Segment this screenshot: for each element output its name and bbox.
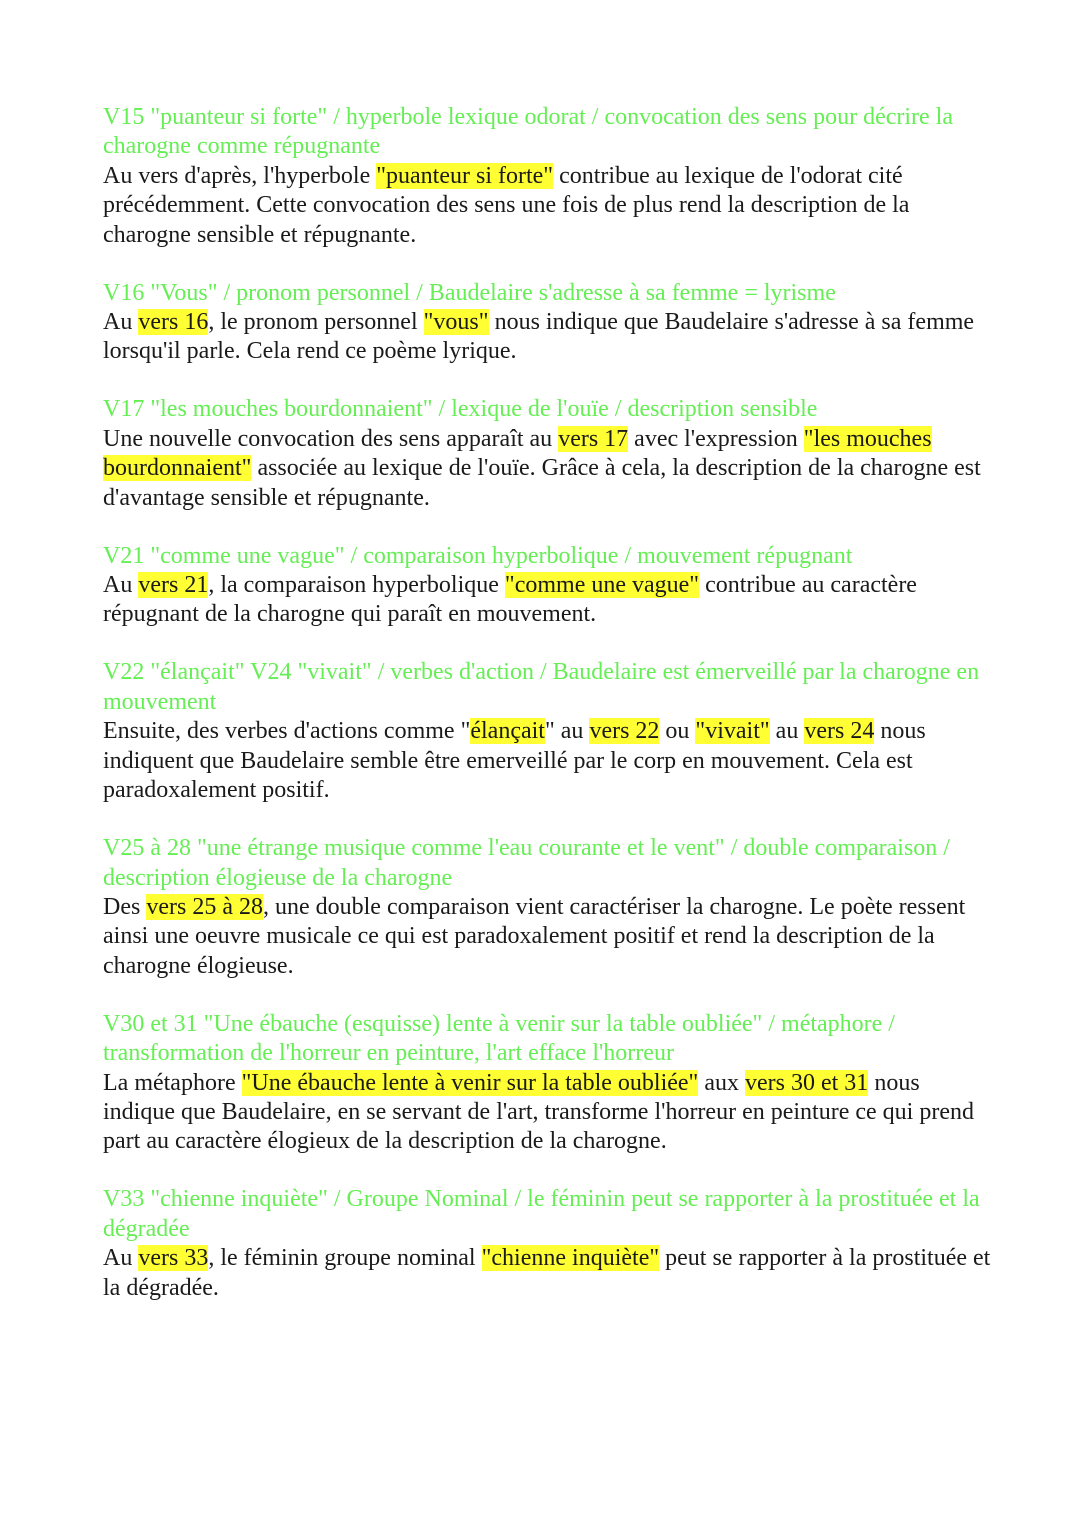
section-heading: V15 "puanteur si forte" / hyperbole lexique odorat / convocation des sens pour décrire la charogne comme répugnante xyxy=(103,104,953,160)
body-text-segment: La métaphore xyxy=(103,1069,242,1096)
body-text-segment: contribue au caractère répugnant de la charogne qui paraît en mouvement. xyxy=(103,572,917,628)
body-text-segment: nous indiquent que Baudelaire semble être emerveillé par le corp en mouvement. Cela est paradoxalement positif. xyxy=(103,718,926,804)
analysis-section xyxy=(103,834,993,981)
document-page xyxy=(103,103,993,1332)
body-text-segment: aux xyxy=(698,1069,745,1096)
highlighted-text: "comme une vague" xyxy=(504,572,700,599)
body-text-segment: au xyxy=(769,718,805,745)
body-text-segment: , le pronom personnel xyxy=(208,309,424,336)
section-heading: V25 à 28 "une étrange musique comme l'eau courante et le vent" / double comparaison / description élogieuse de la charogne xyxy=(103,835,950,891)
analysis-section xyxy=(103,1010,993,1157)
analysis-section xyxy=(103,542,993,630)
section-body xyxy=(103,425,993,513)
body-text-segment: ou xyxy=(659,718,696,745)
body-text-segment: nous indique que Baudelaire, en se servant de l'art, transforme l'horreur en peinture ce qui prend part au caractère élogieux de la description de la charogne. xyxy=(103,1069,974,1155)
body-text-segment: " au xyxy=(544,718,590,745)
body-text-segment: Au xyxy=(103,572,139,599)
body-text-segment: , la comparaison hyperbolique xyxy=(208,572,505,599)
section-body xyxy=(103,1069,993,1157)
section-body xyxy=(103,1244,993,1303)
highlighted-text: vers 16 xyxy=(138,309,209,336)
highlighted-text: vers 17 xyxy=(558,425,629,452)
analysis-section xyxy=(103,103,993,250)
highlighted-text: vers 22 xyxy=(589,718,660,745)
analysis-section xyxy=(103,1185,993,1303)
body-text-segment: , une double comparaison vient caractériser la charogne. Le poète ressent ainsi une oeuvre musicale ce qui est paradoxalement positif et rend la description de la charogne élogieuse. xyxy=(103,893,966,979)
section-body xyxy=(103,308,993,367)
section-heading: V21 "comme une vague" / comparaison hyperbolique / mouvement répugnant xyxy=(103,542,853,569)
highlighted-text: vers 21 xyxy=(138,572,209,599)
section-body xyxy=(103,162,993,250)
section-heading: V33 "chienne inquiète" / Groupe Nominal / le féminin peut se rapporter à la prostituée et la dégradée xyxy=(103,1186,980,1242)
highlighted-text: élançait xyxy=(470,718,545,745)
section-body xyxy=(103,717,993,805)
body-text-segment: avec l'expression xyxy=(628,425,804,452)
body-text-segment: Ensuite, des verbes d'actions comme " xyxy=(103,718,471,745)
analysis-section xyxy=(103,279,993,367)
highlighted-text: "puanteur si forte" xyxy=(376,162,554,189)
body-text-segment: nous indique que Baudelaire s'adresse à sa femme lorsqu'il parle. Cela rend ce poème lyrique. xyxy=(103,309,975,365)
body-text-segment: peut se rapporter à la prostituée et la dégradée. xyxy=(103,1245,991,1301)
section-heading: V22 "élançait" V24 "vivait" / verbes d'action / Baudelaire est émerveillé par la charogne en mouvement xyxy=(103,659,980,715)
highlighted-text: "vous" xyxy=(423,309,489,336)
highlighted-text: "les mouches bourdonnaient" xyxy=(103,425,932,482)
body-text-segment: Au xyxy=(103,309,139,336)
highlighted-text: vers 24 xyxy=(804,718,875,745)
body-text-segment: associée au lexique de l'ouïe. Grâce à cela, la description de la charogne est d'avantage sensible et répugnante. xyxy=(103,455,981,511)
body-text-segment: Au xyxy=(103,1245,139,1272)
highlighted-text: vers 33 xyxy=(138,1245,209,1272)
highlighted-text: vers 30 et 31 xyxy=(745,1069,869,1096)
section-heading: V17 "les mouches bourdonnaient" / lexique de l'ouïe / description sensible xyxy=(103,396,818,423)
section-heading: V30 et 31 "Une ébauche (esquisse) lente à venir sur la table oubliée" / métaphore / transformation de l'horreur en peinture, l'art efface l'horreur xyxy=(103,1010,895,1067)
body-text-segment: , le féminin groupe nominal xyxy=(208,1245,482,1272)
body-text-segment: Une nouvelle convocation des sens apparaît au xyxy=(103,425,559,452)
analysis-section xyxy=(103,658,993,805)
body-text-segment: Des xyxy=(103,893,147,920)
body-text-segment: contribue au lexique de l'odorat cité précédemment. Cette convocation des sens une fois de plus rend la description de la charogne sensible et répugnante. xyxy=(103,162,910,248)
body-text-segment: Au vers d'après, l'hyperbole xyxy=(103,162,377,189)
section-body xyxy=(103,893,993,981)
section-body xyxy=(103,571,993,630)
analysis-section xyxy=(103,395,993,513)
highlighted-text: "Une ébauche lente à venir sur la table oubliée" xyxy=(241,1069,699,1096)
section-heading: V16 "Vous" / pronom personnel / Baudelaire s'adresse à sa femme = lyrisme xyxy=(103,279,836,306)
highlighted-text: "vivait" xyxy=(695,718,770,745)
highlighted-text: "chienne inquiète" xyxy=(481,1245,660,1272)
highlighted-text: vers 25 à 28 xyxy=(146,893,263,920)
